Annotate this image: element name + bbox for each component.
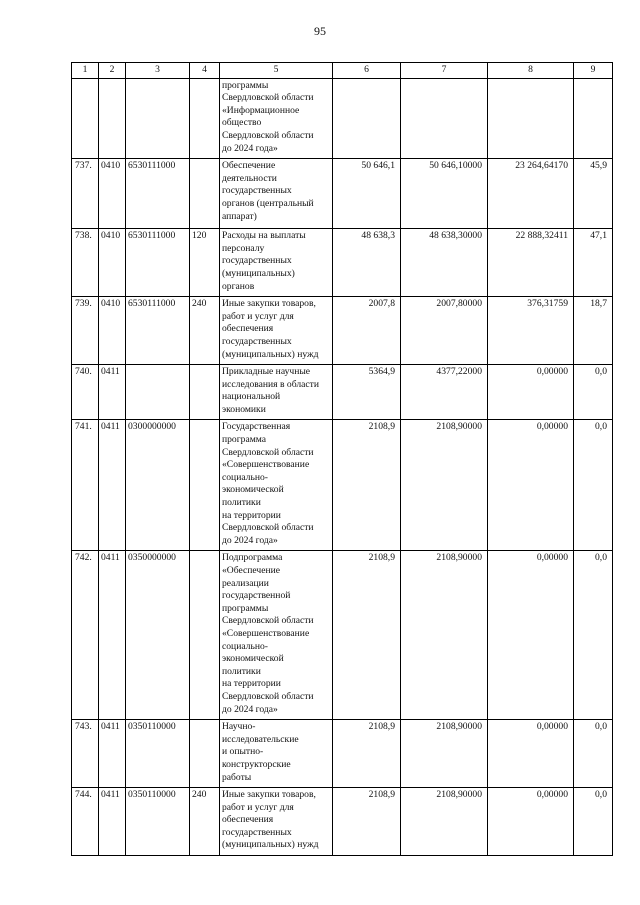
- table-row: [72, 229, 613, 297]
- target-code-cell: 0300000000: [126, 420, 190, 551]
- table-row: [72, 788, 613, 856]
- expense-type-cell: [190, 720, 220, 788]
- section-code-cell: 0411: [99, 788, 126, 856]
- executed-amount-cell: [488, 78, 574, 159]
- description-cell: Иные закупки товаров, работ и услуг для обеспечения государственных (муниципальных) нужд: [220, 788, 333, 856]
- percent-cell: 45,9: [574, 159, 613, 229]
- row-number-cell: 737.: [72, 159, 99, 229]
- target-code-cell: 6530111000: [126, 229, 190, 297]
- description-cell: Прикладные научные исследования в области национальной экономики: [220, 365, 333, 420]
- executed-amount-cell: 0,00000: [488, 551, 574, 720]
- approved-amount-cell: 2108,90000: [401, 420, 488, 551]
- row-number-cell: 743.: [72, 720, 99, 788]
- section-code-cell: [99, 78, 126, 159]
- section-code-cell: 0410: [99, 229, 126, 297]
- planned-amount-cell: 50 646,1: [333, 159, 401, 229]
- approved-amount-cell: 2108,90000: [401, 788, 488, 856]
- planned-amount-cell: 2108,9: [333, 551, 401, 720]
- approved-amount-cell: 4377,22000: [401, 365, 488, 420]
- percent-cell: 0,0: [574, 788, 613, 856]
- row-number-cell: 739.: [72, 297, 99, 365]
- header-row: [72, 63, 613, 79]
- page-number: 95: [314, 24, 326, 38]
- section-code-cell: 0410: [99, 297, 126, 365]
- planned-amount-cell: 2108,9: [333, 788, 401, 856]
- table-row: [72, 297, 613, 365]
- approved-amount-cell: [401, 78, 488, 159]
- expense-type-cell: 240: [190, 788, 220, 856]
- budget-table: [71, 62, 613, 856]
- section-code-cell: 0411: [99, 365, 126, 420]
- executed-amount-cell: 0,00000: [488, 365, 574, 420]
- table-row: [72, 551, 613, 720]
- row-number-cell: 742.: [72, 551, 99, 720]
- table-row: [72, 420, 613, 551]
- executed-amount-cell: 0,00000: [488, 420, 574, 551]
- approved-amount-cell: 50 646,10000: [401, 159, 488, 229]
- column-header-2: 2: [99, 63, 126, 79]
- description-cell: Научно- исследовательские и опытно- конструкторские работы: [220, 720, 333, 788]
- planned-amount-cell: 2108,9: [333, 720, 401, 788]
- percent-cell: 18,7: [574, 297, 613, 365]
- description-cell: Государственная программа Свердловской области «Совершенствование социально- экономической политики на территории Свердловской области до 2024 года»: [220, 420, 333, 551]
- executed-amount-cell: 376,31759: [488, 297, 574, 365]
- target-code-cell: 0350000000: [126, 551, 190, 720]
- approved-amount-cell: 2108,90000: [401, 720, 488, 788]
- section-code-cell: 0411: [99, 720, 126, 788]
- column-header-9: 9: [574, 63, 613, 79]
- expense-type-cell: [190, 159, 220, 229]
- expense-type-cell: 240: [190, 297, 220, 365]
- column-header-6: 6: [333, 63, 401, 79]
- column-header-4: 4: [190, 63, 220, 79]
- description-cell: Подпрограмма «Обеспечение реализации государственной программы Свердловской области «Совершенствование социально- экономической политики на территории Свердловской области до 2024 года»: [220, 551, 333, 720]
- description-cell: Иные закупки товаров, работ и услуг для обеспечения государственных (муниципальных) нужд: [220, 297, 333, 365]
- expense-type-cell: 120: [190, 229, 220, 297]
- percent-cell: 0,0: [574, 551, 613, 720]
- percent-cell: 0,0: [574, 720, 613, 788]
- target-code-cell: 6530111000: [126, 159, 190, 229]
- target-code-cell: 0350110000: [126, 720, 190, 788]
- percent-cell: 0,0: [574, 420, 613, 551]
- column-header-3: 3: [126, 63, 190, 79]
- description-cell: программы Свердловской области «Информационное общество Свердловской области до 2024 года»: [220, 78, 333, 159]
- table-row: [72, 720, 613, 788]
- planned-amount-cell: [333, 78, 401, 159]
- description-cell: Обеспечение деятельности государственных органов (центральный аппарат): [220, 159, 333, 229]
- description-cell: Расходы на выплаты персоналу государственных (муниципальных) органов: [220, 229, 333, 297]
- target-code-cell: [126, 78, 190, 159]
- column-header-1: 1: [72, 63, 99, 79]
- expense-type-cell: [190, 551, 220, 720]
- percent-cell: [574, 78, 613, 159]
- planned-amount-cell: 48 638,3: [333, 229, 401, 297]
- section-code-cell: 0411: [99, 551, 126, 720]
- approved-amount-cell: 2007,80000: [401, 297, 488, 365]
- table-row: [72, 78, 613, 159]
- row-number-cell: [72, 78, 99, 159]
- approved-amount-cell: 2108,90000: [401, 551, 488, 720]
- planned-amount-cell: 5364,9: [333, 365, 401, 420]
- row-number-cell: 744.: [72, 788, 99, 856]
- table-row: [72, 159, 613, 229]
- column-header-8: 8: [488, 63, 574, 79]
- row-number-cell: 741.: [72, 420, 99, 551]
- section-code-cell: 0410: [99, 159, 126, 229]
- executed-amount-cell: 23 264,64170: [488, 159, 574, 229]
- section-code-cell: 0411: [99, 420, 126, 551]
- column-header-5: 5: [220, 63, 333, 79]
- table-row: [72, 365, 613, 420]
- approved-amount-cell: 48 638,30000: [401, 229, 488, 297]
- percent-cell: 0,0: [574, 365, 613, 420]
- column-header-7: 7: [401, 63, 488, 79]
- executed-amount-cell: 22 888,32411: [488, 229, 574, 297]
- row-number-cell: 740.: [72, 365, 99, 420]
- executed-amount-cell: 0,00000: [488, 720, 574, 788]
- executed-amount-cell: 0,00000: [488, 788, 574, 856]
- expense-type-cell: [190, 365, 220, 420]
- row-number-cell: 738.: [72, 229, 99, 297]
- target-code-cell: 0350110000: [126, 788, 190, 856]
- planned-amount-cell: 2007,8: [333, 297, 401, 365]
- planned-amount-cell: 2108,9: [333, 420, 401, 551]
- expense-type-cell: [190, 78, 220, 159]
- target-code-cell: 6530111000: [126, 297, 190, 365]
- target-code-cell: [126, 365, 190, 420]
- expense-type-cell: [190, 420, 220, 551]
- percent-cell: 47,1: [574, 229, 613, 297]
